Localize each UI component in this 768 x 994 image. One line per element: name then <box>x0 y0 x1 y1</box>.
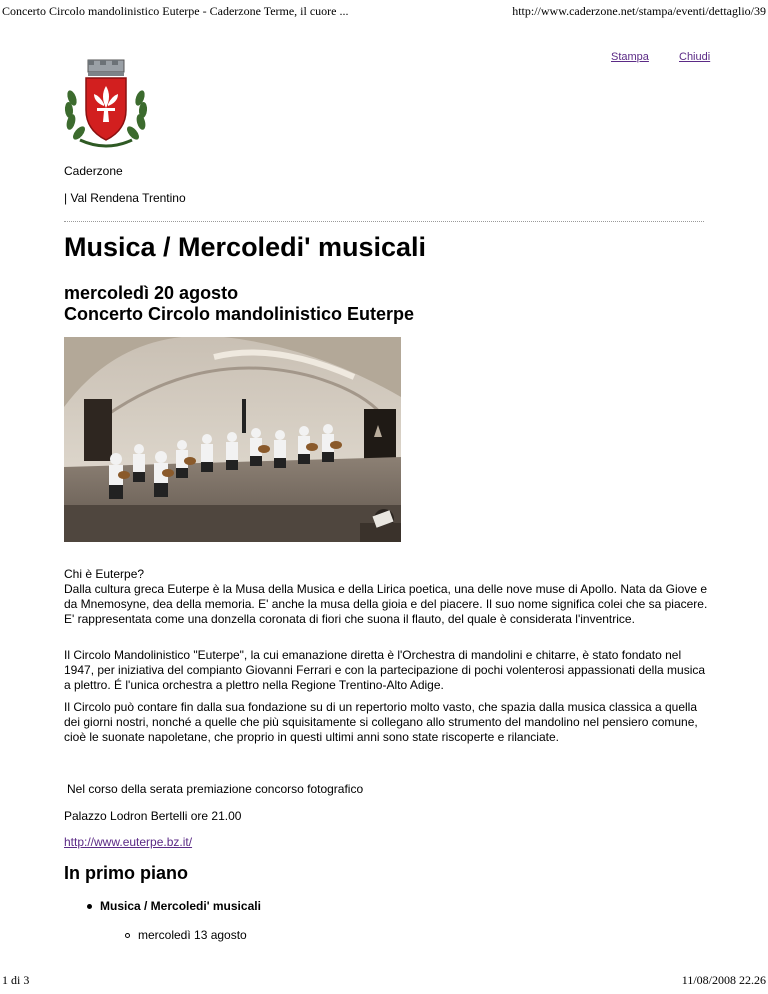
paragraph <box>64 648 712 693</box>
print-footer-datetime: 11/08/2008 22.26 <box>681 973 766 987</box>
event-name: Concerto Circolo mandolinistico Euterpe <box>64 304 415 324</box>
featured-subitem-label: mercoledì 13 agosto <box>138 928 247 942</box>
paragraph-text: Dalla cultura greca Euterpe è la Musa della Musica e della Lirica poetica, una delle nove muse di Apollo. Nata da Giove e da Mnemosyne, dea della memoria. E' anche la musa della gioia e del piacere. Il suo nome significa colei che sa piacere. E' rappresentata come una donzella coronata di fiori che suona il flauto, del quale è considerata l'inventrice. <box>64 582 708 626</box>
featured-subitem[interactable] <box>125 928 247 942</box>
paragraph-text: Il Circolo può contare fin dalla sua fondazione su di un repertorio molto vasto, che spazia dalla musica classica a quella dei giorni nostri, nonché a quelle che più squisitamente si collegano allo strumento del mandolino nel pensiero comune, cioè le suonate napoletane, che proprio in questi ultimi anni sono state riscoperte e rilanciate. <box>64 700 698 744</box>
award-note: Nel corso della serata premiazione concorso fotografico <box>67 782 364 796</box>
site-name: Caderzone <box>64 164 123 178</box>
paragraph <box>64 582 712 627</box>
close-link[interactable]: Chiudi <box>679 51 711 63</box>
circle-bullet-icon <box>125 933 130 938</box>
print-header-url: http://www.caderzone.net/stampa/eventi/dettaglio/39 <box>512 4 766 18</box>
bullet-icon <box>87 904 92 909</box>
external-link-wrap <box>64 835 712 850</box>
featured-item-label: Musica / Mercoledi' musicali <box>100 899 261 913</box>
print-link[interactable]: Stampa <box>611 51 649 63</box>
divider <box>64 221 704 222</box>
featured-heading: In primo piano <box>64 863 188 883</box>
event-date: mercoledì 20 agosto <box>64 283 239 303</box>
external-link[interactable]: http://www.euterpe.bz.it/ <box>64 835 193 849</box>
featured-item[interactable] <box>87 899 261 913</box>
paragraph-text: Il Circolo Mandolinistico "Euterpe", la cui emanazione diretta è l'Orchestra di mandolini e chitarre, è stato fondato nel 1947, per iniziativa del compianto Giovanni Ferrari e con la partecipazione di pochi volenterosi appassionati della musica a plettro. É l'unica orchestra a plettro nella Regione Trentino-Alto Adige. <box>64 648 706 692</box>
concert-photo <box>64 337 401 542</box>
print-header-title: Concerto Circolo mandolinistico Euterpe - Caderzone Terme, il cuore ... <box>2 4 349 18</box>
site-tagline: | Val Rendena Trentino <box>64 191 186 205</box>
paragraph <box>64 700 712 745</box>
event-venue: Palazzo Lodron Bertelli ore 21.00 <box>64 809 242 823</box>
print-footer-page: 1 di 3 <box>2 973 30 987</box>
intro-heading: Chi è Euterpe? <box>64 567 145 581</box>
page-title: Musica / Mercoledi' musicali <box>64 232 427 262</box>
coat-of-arms-logo <box>60 58 152 150</box>
